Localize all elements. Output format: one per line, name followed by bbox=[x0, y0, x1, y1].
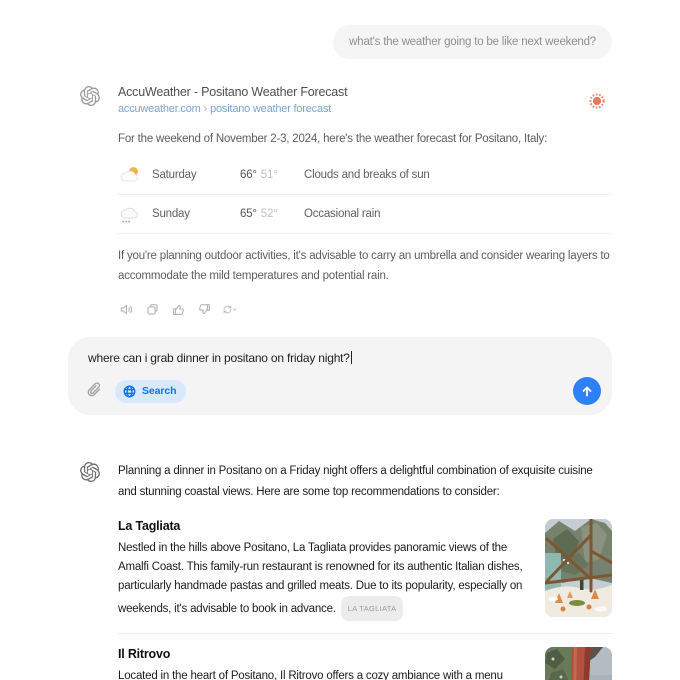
weather-intro-text: For the weekend of November 2-3, 2024, here's the weather forecast for Positano, Italy: bbox=[118, 133, 548, 145]
thumbs-up-icon[interactable] bbox=[170, 301, 187, 318]
assistant-dinner-response bbox=[80, 461, 612, 680]
forecast-temps bbox=[240, 208, 304, 220]
forecast-day: Sunday bbox=[152, 208, 190, 220]
forecast-condition: Occasional rain bbox=[304, 208, 381, 220]
composer-input[interactable]: where can i grab dinner in positano on friday night? bbox=[88, 351, 350, 365]
send-up-arrow-icon bbox=[580, 384, 594, 398]
source-title[interactable]: AccuWeather - Positano Weather Forecast bbox=[118, 85, 348, 99]
thumbs-down-icon[interactable] bbox=[196, 301, 213, 318]
globe-icon bbox=[122, 384, 137, 399]
weather-advice-text: If you're planning outdoor activities, it's advisable to carry an umbrella and consider wearing layers to accommodate the mild temperatures and potential rain. bbox=[118, 250, 610, 282]
section-divider bbox=[118, 633, 612, 634]
source-card-header bbox=[118, 85, 612, 117]
forecast-row-saturday bbox=[118, 156, 612, 195]
forecast-row-sunday bbox=[118, 195, 612, 234]
search-button-label: Search bbox=[142, 385, 177, 397]
accuweather-sun-icon bbox=[588, 92, 606, 110]
temp-low: 52° bbox=[260, 208, 278, 220]
copy-icon[interactable] bbox=[144, 301, 161, 318]
restaurant-description: Nestled in the hills above Positano, La Tagliata provides panoramic views of the Amalfi Coast. This family-run restaurant is renowned for its authentic Italian dishes, particularly handmade pastas and grilled meats. Due to its popularity, especially on weekends, it's advisable to book in advance. LA TAGLIATA bbox=[118, 539, 530, 621]
assistant-avatar bbox=[80, 85, 118, 318]
openai-logo-icon bbox=[80, 462, 100, 482]
assistant-weather-response bbox=[80, 85, 612, 318]
user-message-bubble: what's the weather going to be like next weekend? bbox=[333, 25, 612, 59]
restaurant-la-tagliata bbox=[118, 517, 612, 621]
rain-icon bbox=[118, 203, 144, 225]
temp-high: 65° bbox=[240, 208, 257, 220]
send-button[interactable] bbox=[573, 377, 601, 405]
restaurant-il-ritrovo bbox=[118, 645, 612, 680]
restaurant-photo-il-ritrovo[interactable] bbox=[545, 647, 612, 680]
breadcrumb-site[interactable]: accuweather.com bbox=[118, 103, 201, 115]
temp-high: 66° bbox=[240, 169, 257, 181]
message-actions bbox=[118, 301, 612, 318]
openai-logo-icon bbox=[80, 86, 100, 106]
message-composer[interactable] bbox=[68, 337, 612, 415]
forecast-condition: Clouds and breaks of sun bbox=[304, 169, 430, 181]
forecast-day: Saturday bbox=[152, 169, 197, 181]
source-breadcrumb[interactable] bbox=[118, 102, 588, 117]
text-caret bbox=[351, 351, 352, 364]
partly-sunny-icon bbox=[118, 164, 144, 186]
forecast-table bbox=[118, 156, 612, 234]
breadcrumb-separator: › bbox=[203, 103, 208, 115]
breadcrumb-page[interactable]: positano weather forecast bbox=[210, 103, 332, 115]
read-aloud-icon[interactable] bbox=[118, 301, 135, 318]
forecast-temps bbox=[240, 169, 304, 181]
restaurant-description: Located in the heart of Positano, Il Ritrovo offers a cozy ambiance with a menu bbox=[118, 670, 503, 680]
restaurant-name: Il Ritrovo bbox=[118, 647, 171, 661]
dinner-intro-text: Planning a dinner in Positano on a Friday night offers a delightful combination of exquisite cuisine and stunning coastal views. Here are some top recommendations to consider: bbox=[118, 465, 593, 498]
restaurant-photo-la-tagliata[interactable] bbox=[545, 519, 612, 617]
user-message-row bbox=[333, 25, 612, 59]
assistant-avatar bbox=[80, 461, 118, 680]
restaurant-name: La Tagliata bbox=[118, 519, 181, 533]
search-toggle-button[interactable] bbox=[115, 380, 186, 403]
composer-toolbar bbox=[86, 377, 601, 405]
attach-paperclip-icon[interactable] bbox=[86, 381, 104, 401]
source-citation-badge[interactable]: LA TAGLIATA bbox=[341, 596, 404, 621]
regenerate-icon[interactable] bbox=[222, 301, 237, 318]
temp-low: 51° bbox=[260, 169, 278, 181]
